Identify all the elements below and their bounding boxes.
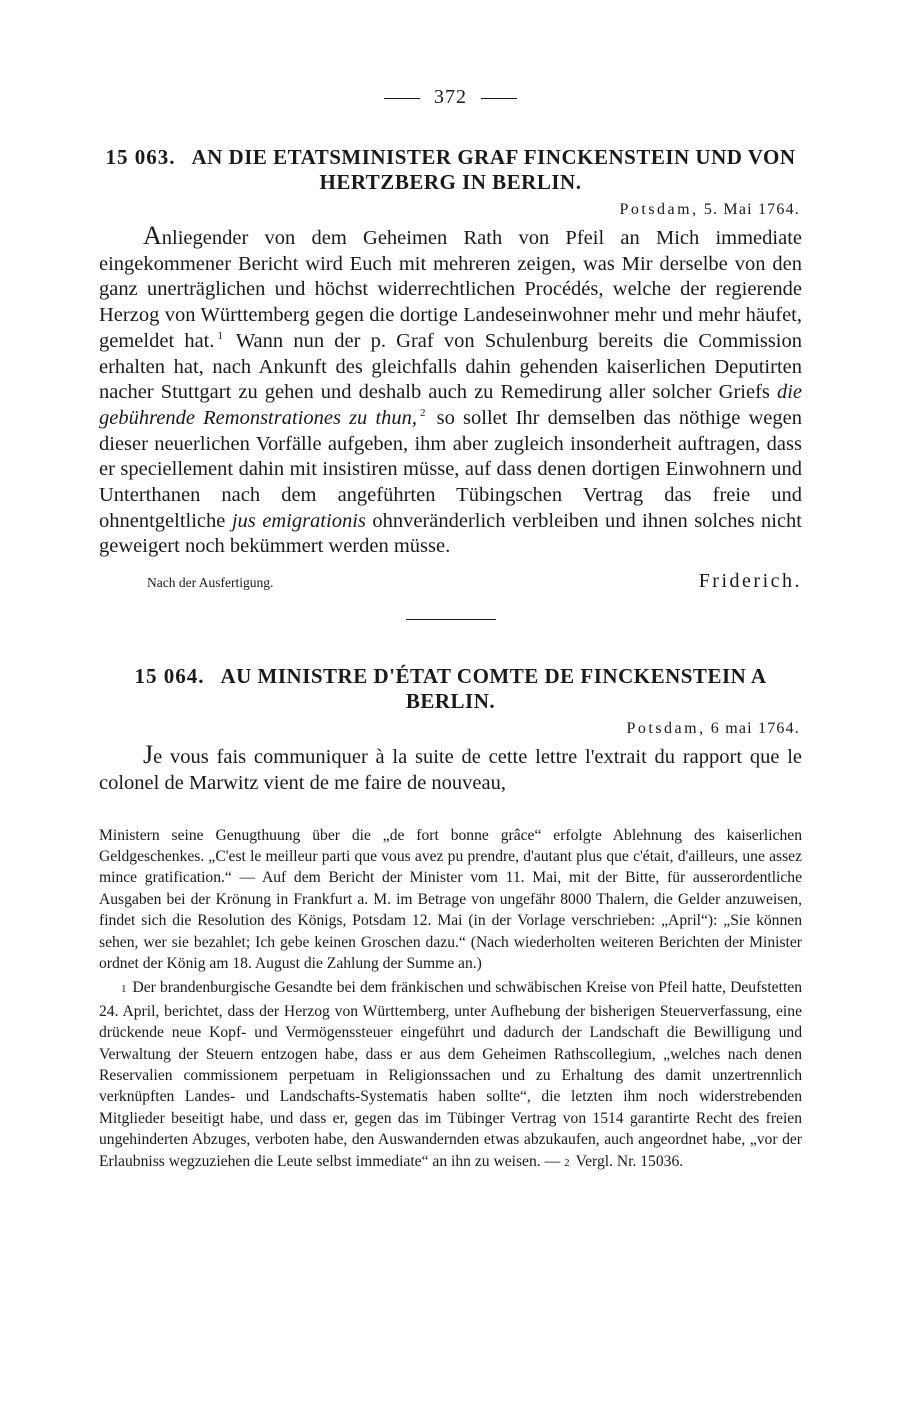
place: Potsdam, xyxy=(619,201,699,218)
page-number-dash-left xyxy=(384,98,420,99)
date: 5. Mai 1764. xyxy=(703,201,800,218)
footnotes xyxy=(99,825,802,1175)
letter-address: AN DIE ETATSMINISTER GRAF FINCKENSTEIN UND VON HERTZBERG IN BERLIN. xyxy=(191,145,796,194)
letter-heading xyxy=(99,145,802,195)
letter-number: 15 063. xyxy=(105,145,176,169)
body-part-2: Wann nun der p. Graf von Schulenburg bereits die Commission erhalten hat, nach Ankunft des gleichfalls dahin gehenden kaiserlichen Deputirten nacher Stuttgart zu gehen und deshalb auch zu Remedirung aller solcher Griefs xyxy=(99,329,803,404)
footnote-2-mark: 2 xyxy=(564,1156,570,1169)
letter-15064 xyxy=(99,664,802,796)
body-latin: jus emigrationis xyxy=(231,509,366,532)
page-number xyxy=(99,86,802,109)
signature: Friderich. xyxy=(698,570,802,593)
letter-heading xyxy=(99,664,802,714)
body-italic: die gebührende Remonstrationes zu thun, xyxy=(99,381,802,429)
page-number-dash-right xyxy=(481,98,517,99)
body-part-4: ohnveränderlich verbleiben und ihnen solches nicht geweigert noch bekümmert werden müsse. xyxy=(99,509,802,558)
letter-address: AU MINISTRE D'ÉTAT COMTE DE FINCKENSTEIN A BERLIN. xyxy=(220,664,767,714)
body-part-1: e vous fais communiquer à la suite de cette lettre l'extrait du rapport que le colonel de Marwitz vient de me faire de nouveau, xyxy=(99,746,802,794)
footnote-ref-1: 1 xyxy=(217,329,223,342)
section-separator xyxy=(406,619,496,620)
footnote-1-text: Der brandenburgische Gesandte bei dem fränkischen und schwäbischen Kreise von Pfeil hatte, Deufstetten 24. April, berichtet, dass der Herzog von Württemberg, unter Aufhebung der bisherigen Steuerverfassung, eine drückende neue Kopf- und Vermögenssteuer eingeführt und dadurch der Landschaft die Bewilligung und Verwaltung der Steuern entzogen habe, dass er aus dem Geheimen Rathscollegium, „welches nach denen Reservalien commissionem perpetuam in Religionssachen und zu Erhaltung des damit unzertrennlich verknüpften Landes- und Landschafts-Systematis haben sollte“, die letzten ihm noch widerstrebenden Mitglieder beseitigt habe, und dass er, gegen das im Tübinger Vertrag von 1514 garantirte Recht des freien ungehinderten Abzuges, verboten habe, den Auswandernden etwas abzukaufen, auch angeordnet habe, „vor der Erlaubniss wegzuziehen die Leute selbst immediate“ an ihn zu weisen. — xyxy=(99,979,802,1170)
body-part-3: so sollet Ihr demselben das nöthige wegen dieser neuerlichen Vorfälle aufgeben, ihm aber zugleich insonderheit auftragen, dass er speciellement dahin mit insistiren müsse, auf dass denen dortigen Einwohnern und Unterthanen nach dem angeführten Tübingschen Vertrag das freie und ohnentgeltliche xyxy=(99,406,803,532)
page-number-text: 372 xyxy=(434,86,467,108)
place-date xyxy=(99,201,802,219)
initial-letter: A xyxy=(143,221,162,250)
footnote-continuation: Ministern seine Genugthuung über die „de fort bonne grâce“ erfolgte Ablehnung des kaiserlichen Geldgeschenkes. „C'est le meilleur parti que vous avez pu prendre, d'autant plus que c'était, d'ailleurs, une assez mince gratification.“ — Auf dem Bericht der Minister vom 11. Mai, mit der Bitte, für ausserordentliche Ausgaben bei der Krönung in Frankfurt a. M. im Betrage von ungefähr 8000 Thalern, die Gelder anzuweisen, findet sich die Resolution des Königs, Potsdam 12. Mai (in der Vorlage verschrieben: „April“): „Sie können sehen, wer sie bezahlet; Ich gebe keinen Groschen dazu.“ (Nach wiederholten weiteren Berichten der Minister ordnet der König am 18. August die Zahlung der Summe an.) xyxy=(99,826,802,972)
place-date xyxy=(99,720,802,738)
date: 6 mai 1764. xyxy=(710,720,800,738)
body-part-1: nliegender von dem Geheimen Rath von Pfeil an Mich immediate eingekommener Bericht wird Euch mit mehreren zeigen, was Mir derselbe von den ganz unerträglichen und höchst widerrechtlichen Procédés, welche der regierende Herzog von Württemberg gegen die dortige Landeseinwohner mehr und mehr häufet, gemeldet hat. xyxy=(99,227,802,352)
letter-15063 xyxy=(99,145,802,593)
letter-number: 15 064. xyxy=(134,664,205,689)
letter-closing xyxy=(99,570,802,593)
letter-body xyxy=(99,223,802,560)
footnote-ref-2: 2 xyxy=(420,407,426,420)
source-note: Nach der Ausfertigung. xyxy=(147,575,274,591)
footnote-1 xyxy=(99,977,802,1174)
place: Potsdam, xyxy=(626,720,706,738)
footnote-2-text: Vergl. Nr. 15036. xyxy=(575,1152,684,1170)
letter-body xyxy=(99,742,802,796)
footnote-1-mark: 1 xyxy=(121,983,127,996)
initial-letter: J xyxy=(143,740,154,770)
